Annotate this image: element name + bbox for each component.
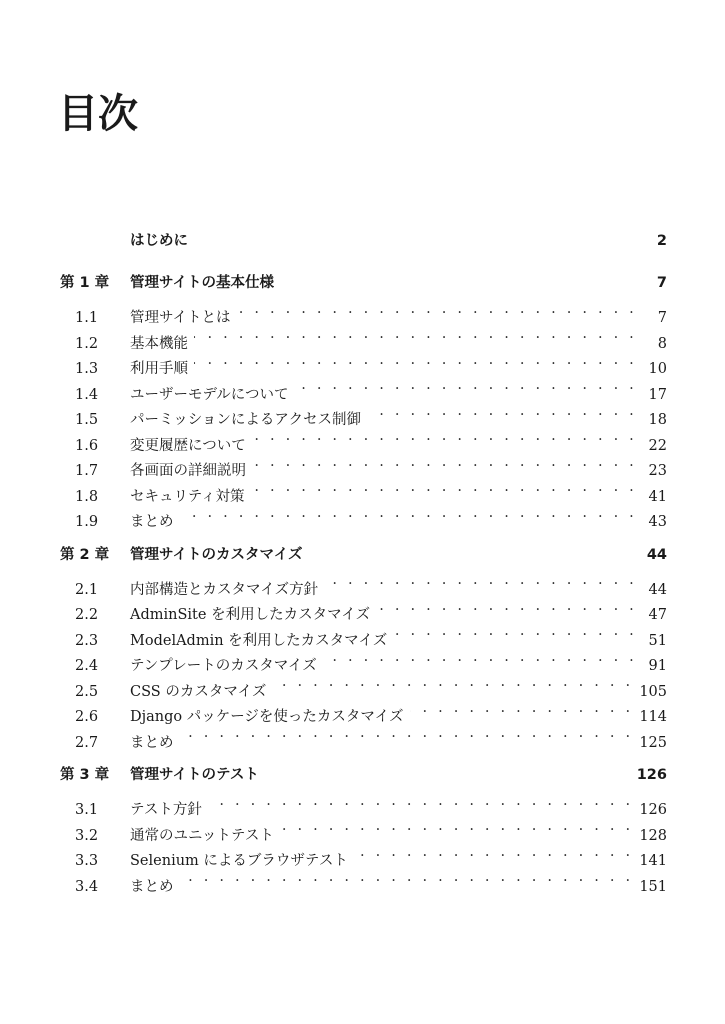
entry-title: セキュリティ対策 bbox=[130, 488, 245, 505]
entry-page-number: 22 bbox=[648, 437, 667, 454]
entry-page-number: 126 bbox=[639, 802, 667, 818]
toc-section-entry[interactable] bbox=[60, 297, 667, 326]
entry-number: 2.1 bbox=[75, 581, 99, 598]
entry-page-number: 126 bbox=[636, 767, 667, 783]
entry-page-number: 91 bbox=[648, 658, 667, 674]
entry-title: ユーザーモデルについて bbox=[130, 386, 289, 403]
dot-leader bbox=[194, 348, 637, 374]
entry-title: 管理サイトのカスタマイズ bbox=[130, 546, 303, 563]
entry-title: 基本機能 bbox=[130, 335, 188, 352]
dot-leader bbox=[180, 721, 634, 747]
dot-leader bbox=[294, 373, 637, 399]
entry-page-number: 10 bbox=[648, 361, 667, 377]
entry-number: 2.5 bbox=[75, 683, 99, 700]
toc-section-entry[interactable] bbox=[60, 789, 667, 818]
entry-title: まとめ bbox=[130, 514, 174, 530]
entry-number: 1.6 bbox=[75, 437, 99, 454]
dot-leader bbox=[323, 645, 637, 671]
entry-number: 3.4 bbox=[75, 878, 99, 895]
entry-page-number: 141 bbox=[639, 853, 667, 869]
dot-leader bbox=[180, 865, 634, 891]
entry-page-number: 7 bbox=[657, 310, 667, 326]
toc-chapter-entry[interactable] bbox=[60, 271, 667, 297]
dot-leader bbox=[367, 399, 637, 425]
entry-number: 2.2 bbox=[75, 607, 99, 623]
entry-number: 1.8 bbox=[75, 488, 99, 505]
entry-page-number: 128 bbox=[639, 827, 667, 844]
entry-title: はじめに bbox=[130, 233, 188, 249]
entry-title: Django パッケージを使ったカスタマイズ bbox=[130, 709, 404, 725]
entry-number: 3.2 bbox=[75, 827, 99, 844]
dot-leader bbox=[393, 619, 637, 645]
entry-page-number: 2 bbox=[656, 233, 667, 249]
dot-leader bbox=[410, 696, 634, 722]
dot-leader bbox=[280, 814, 633, 840]
toc-chapter-entry[interactable] bbox=[60, 229, 667, 255]
toc-chapter-entry[interactable] bbox=[60, 763, 667, 789]
toc-section-entry[interactable] bbox=[60, 568, 667, 598]
entry-page-number: 7 bbox=[656, 275, 667, 291]
entry-number: 第 2 章 bbox=[60, 546, 110, 563]
entry-title: テンプレートのカスタマイズ bbox=[130, 658, 317, 674]
entry-page-number: 125 bbox=[639, 734, 667, 751]
entry-page-number: 8 bbox=[657, 335, 667, 352]
dot-leader bbox=[252, 424, 637, 450]
entry-page-number: 44 bbox=[646, 546, 667, 563]
entry-number: 1.7 bbox=[75, 463, 99, 479]
entry-page-number: 105 bbox=[639, 683, 667, 700]
entry-number: 1.9 bbox=[75, 514, 99, 530]
dot-leader bbox=[180, 501, 638, 527]
entry-number: 1.2 bbox=[75, 335, 99, 352]
entry-page-number: 151 bbox=[639, 878, 667, 895]
page-title: 目次 bbox=[58, 91, 138, 137]
entry-number: 3.3 bbox=[75, 853, 99, 869]
entry-title: AdminSite を利用したカスタマイズ bbox=[130, 607, 371, 623]
dot-leader bbox=[194, 322, 637, 348]
entry-number: 1.4 bbox=[75, 386, 99, 403]
entry-number: 第 1 章 bbox=[60, 275, 110, 291]
entry-number: 1.5 bbox=[75, 412, 99, 428]
entry-page-number: 17 bbox=[648, 386, 667, 403]
entry-number: 2.7 bbox=[75, 734, 99, 751]
entry-title: 内部構造とカスタマイズ方針 bbox=[130, 581, 319, 598]
entry-title: テスト方針 bbox=[130, 802, 202, 818]
entry-number: 2.6 bbox=[75, 709, 99, 725]
dot-leader bbox=[324, 568, 637, 594]
dot-leader bbox=[251, 475, 637, 501]
entry-number: 第 3 章 bbox=[60, 767, 110, 783]
entry-title: 変更履歴について bbox=[130, 437, 246, 454]
entry-title: 管理サイトの基本仕様 bbox=[130, 275, 274, 291]
entry-page-number: 44 bbox=[648, 581, 667, 598]
dot-leader bbox=[354, 840, 633, 866]
entry-title: まとめ bbox=[130, 734, 174, 751]
toc-chapter-entry[interactable] bbox=[60, 543, 667, 569]
dot-leader bbox=[208, 789, 633, 815]
entry-page-number: 23 bbox=[648, 463, 667, 479]
entry-page-number: 47 bbox=[648, 607, 667, 623]
entry-page-number: 41 bbox=[648, 488, 667, 505]
entry-page-number: 114 bbox=[639, 709, 667, 725]
entry-number: 1.1 bbox=[75, 310, 99, 326]
entry-page-number: 51 bbox=[648, 632, 667, 649]
entry-title: 管理サイトのテスト bbox=[130, 767, 259, 783]
entry-title: 管理サイトとは bbox=[130, 310, 231, 326]
table-of-contents bbox=[60, 229, 667, 895]
entry-title: ModelAdmin を利用したカスタマイズ bbox=[130, 632, 388, 649]
entry-title: 通常のユニットテスト bbox=[130, 827, 274, 844]
entry-page-number: 18 bbox=[648, 412, 667, 428]
entry-title: CSS のカスタマイズ bbox=[130, 683, 267, 700]
entry-number: 3.1 bbox=[75, 802, 99, 818]
entry-number: 2.3 bbox=[75, 632, 99, 649]
dot-leader bbox=[376, 594, 637, 620]
dot-leader bbox=[252, 450, 637, 476]
dot-leader bbox=[272, 670, 633, 696]
entry-title: まとめ bbox=[130, 878, 174, 895]
entry-title: 各画面の詳細説明 bbox=[130, 463, 246, 479]
entry-title: 利用手順 bbox=[130, 361, 188, 377]
entry-number: 2.4 bbox=[75, 658, 99, 674]
entry-number: 1.3 bbox=[75, 361, 99, 377]
entry-title: パーミッションによるアクセス制御 bbox=[130, 412, 361, 428]
dot-leader bbox=[236, 297, 637, 323]
entry-title: Selenium によるブラウザテスト bbox=[130, 853, 348, 869]
entry-page-number: 43 bbox=[648, 514, 667, 530]
